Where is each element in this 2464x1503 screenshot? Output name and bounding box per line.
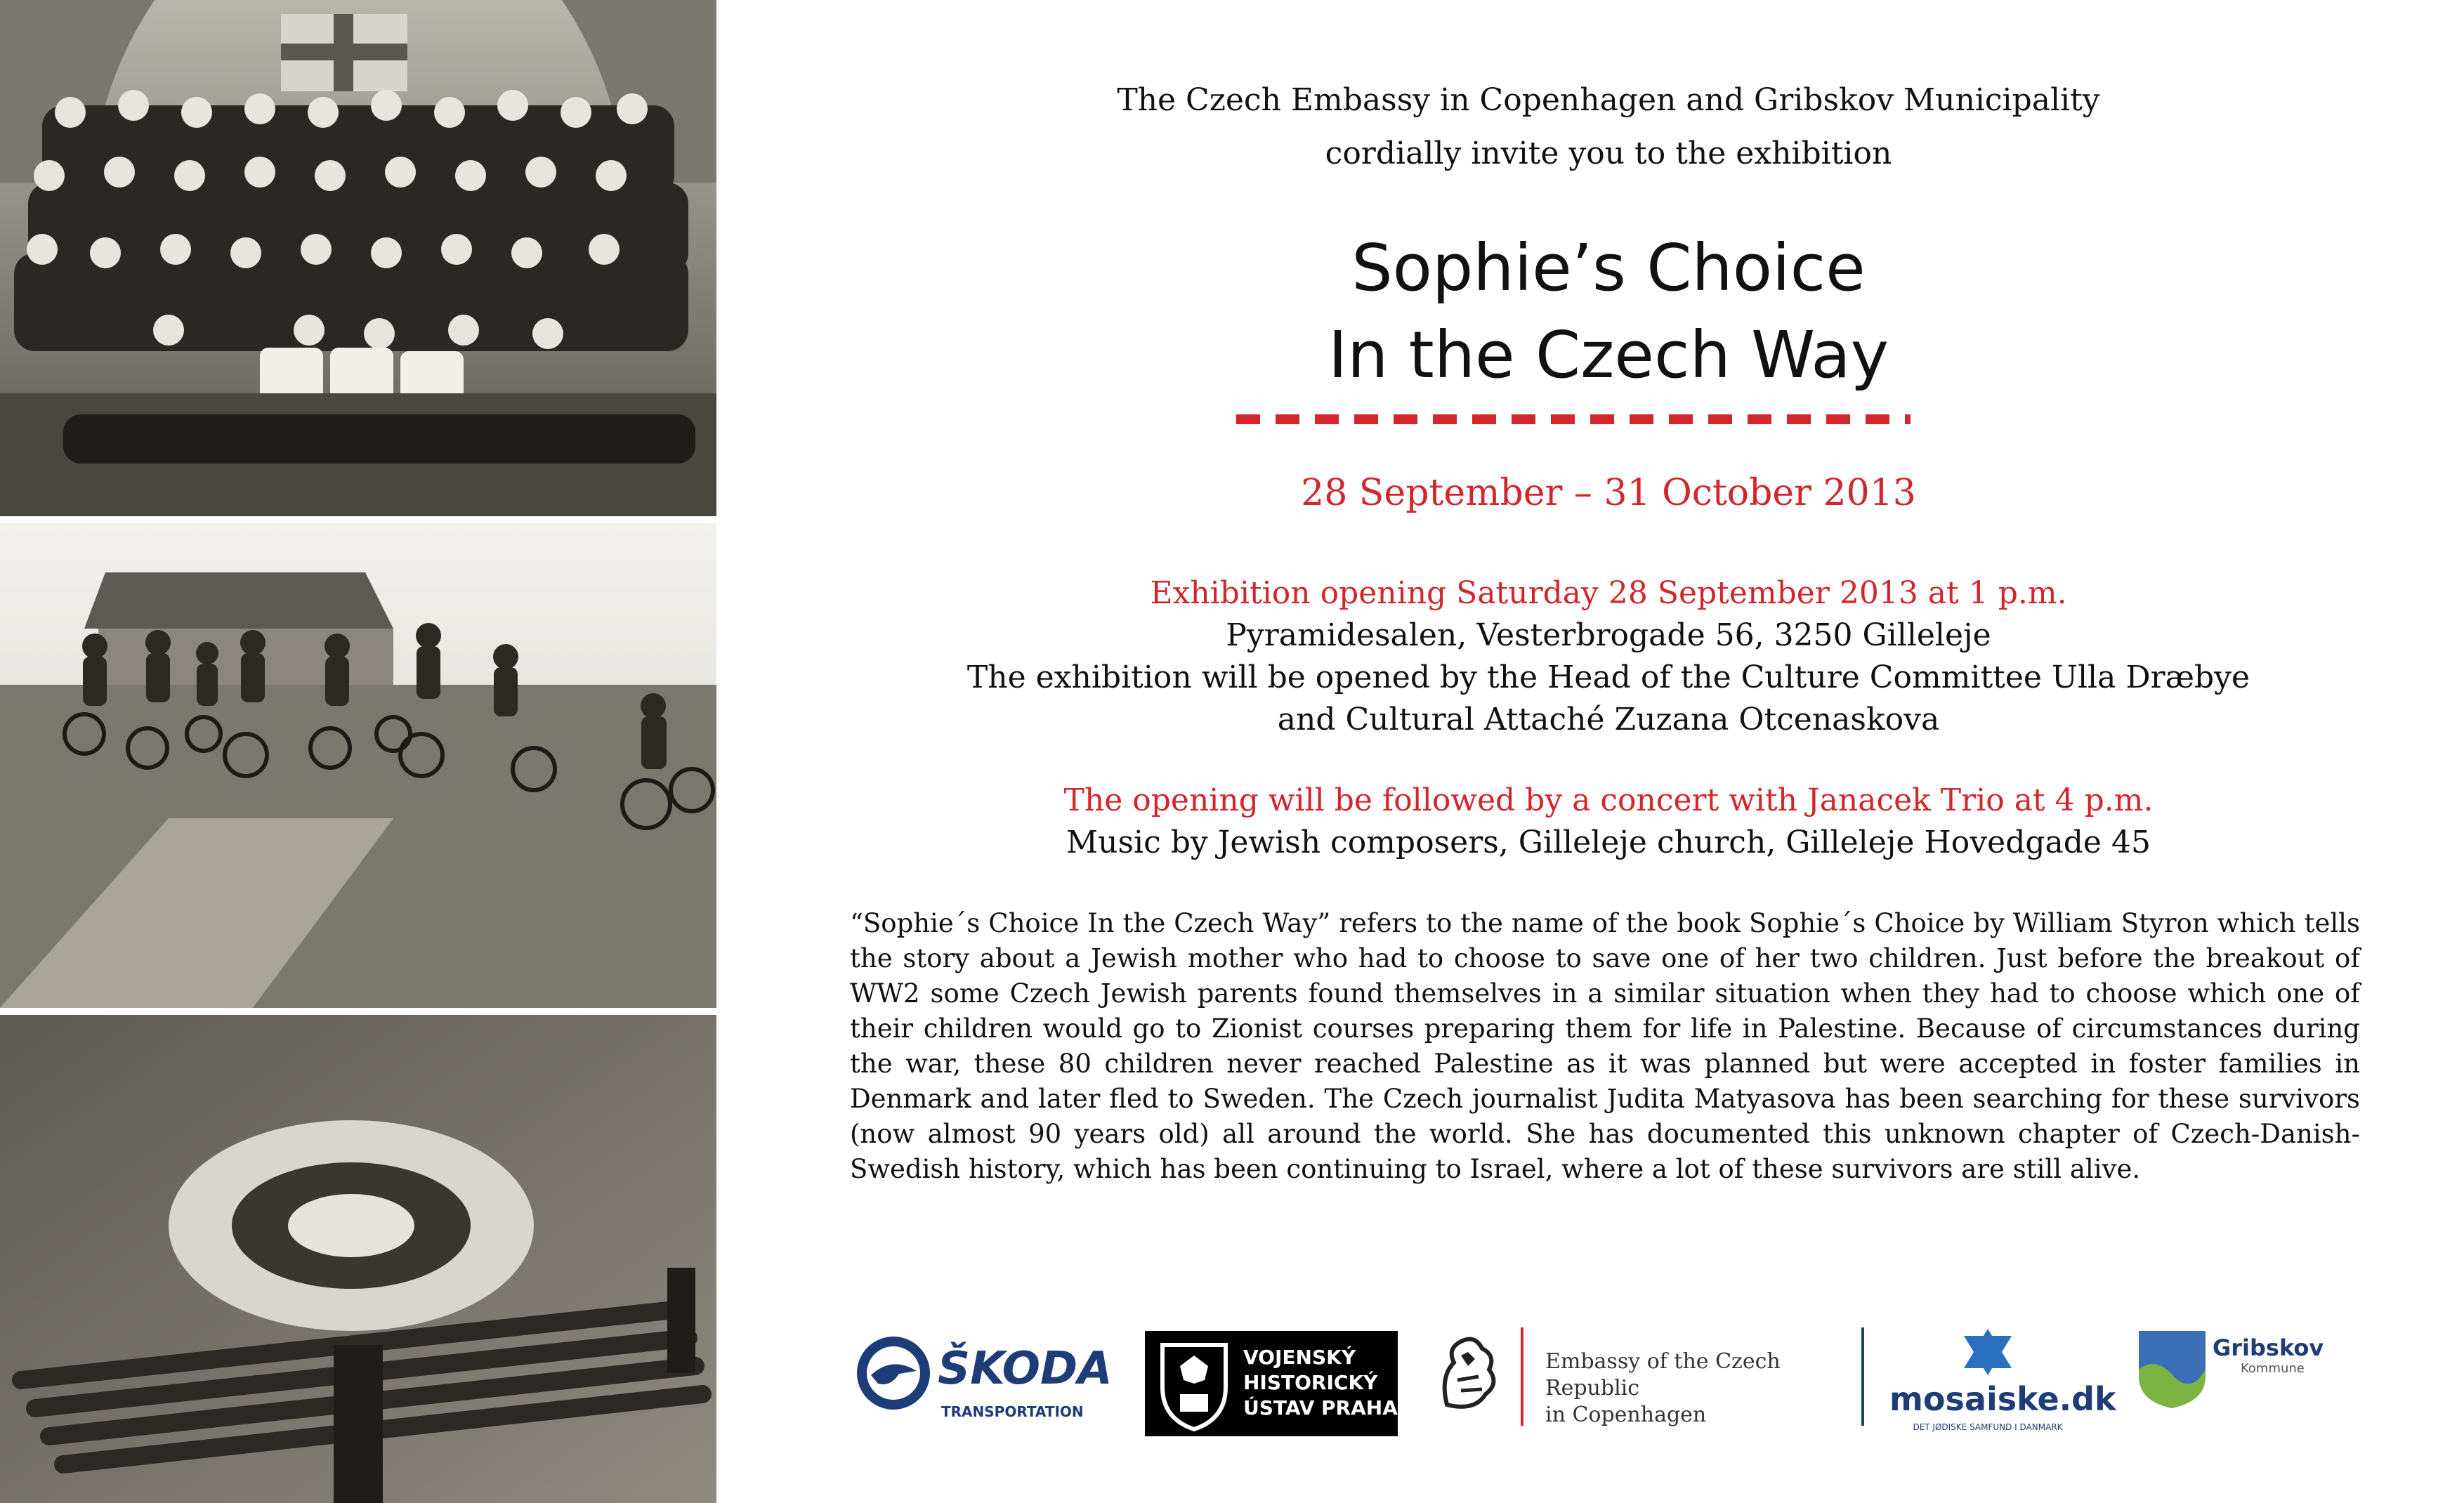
skoda-sub: TRANSPORTATION	[941, 1403, 1084, 1420]
vhu-logo	[1145, 1331, 1398, 1436]
photo-cyclists	[0, 523, 716, 1008]
mosaiske-name: mosaiske.dk	[1889, 1380, 2116, 1418]
czech-embassy-logo	[1426, 1320, 1847, 1440]
concert-info	[801, 780, 2416, 864]
opening-by-line-1: The exhibition will be opened by the Head of the Culture Committee Ulla Dræbye	[966, 659, 2250, 695]
embassy-divider	[1521, 1327, 1523, 1426]
opening-info	[801, 572, 2416, 741]
gribskov-logo	[2135, 1327, 2360, 1440]
czech-lion-icon	[1426, 1327, 1510, 1419]
exhibition-title	[801, 225, 2416, 399]
mosaiske-sub: DET JØDISKE SAMFUND I DANMARK	[1913, 1422, 2063, 1432]
photo-group-portrait	[0, 0, 716, 516]
invitation-line-1: The Czech Embassy in Copenhagen and Gribskov Municipality	[1117, 82, 2100, 118]
star-of-david-icon	[1960, 1327, 2016, 1377]
concert-headline: The opening will be followed by a concert with Janacek Trio at 4 p.m.	[1063, 782, 2154, 818]
exhibition-description: “Sophie´s Choice In the Czech Way” refers to the name of the book Sophie´s Choice by William Styron which tells the story about a Jewish mother who had to choose to save one of her two children. Just before the breakout of WW2 some Czech Jewish parents found themselves in a similar situation when they had to choose which one of their children would go to Zionist courses preparing them for life in Palestine. Because of circumstances during the war, these 80 children never reached Palestine as it was planned but were accepted in foster families in Denmark and later fled to Sweden. The Czech journalist Judita Matyasova has been searching for these survivors (now almost 90 years old) all around the world. She has documented this unknown chapter of Czech-Danish-Swedish history, which has been continuing to Israel, where a lot of these survivors are still alive.	[850, 908, 2360, 1184]
exhibition-dates: 28 September – 31 October 2013	[1301, 472, 1916, 514]
concert-details: Music by Jewish composers, Gilleleje church, Gilleleje Hovedgade 45	[1066, 825, 2151, 860]
embassy-line-1: Embassy of the Czech Republic	[1545, 1349, 1781, 1400]
invitation-line-2: cordially invite you to the exhibition	[1325, 136, 1892, 171]
title-line-2: In the Czech Way	[1328, 317, 1889, 393]
embassy-text	[1545, 1348, 1847, 1429]
opening-headline: Exhibition opening Saturday 28 September 2013 at 1 p.m.	[1150, 575, 2067, 611]
vhu-shield-icon	[1152, 1331, 1236, 1436]
photo-column	[0, 0, 716, 1503]
opening-venue: Pyramidesalen, Vesterbrogade 56, 3250 Gilleleje	[1226, 617, 1991, 653]
photo-circle-on-grass	[0, 1015, 716, 1503]
sponsor-logos	[850, 1320, 2395, 1447]
cyclists-image	[0, 523, 716, 1008]
opening-by-line-2: and Cultural Attaché Zuzana Otcenaskova	[1277, 702, 1940, 737]
title-line-1: Sophie’s Choice	[1351, 230, 1866, 306]
embassy-line-2: in Copenhagen	[1545, 1403, 1707, 1427]
red-dashed-divider	[1236, 414, 1911, 424]
skoda-name: ŠKODA	[938, 1343, 1113, 1395]
circle-on-grass-image	[0, 1015, 716, 1503]
gribskov-name: Gribskov	[2213, 1334, 2324, 1361]
mosaiske-logo	[1889, 1327, 2116, 1440]
invitation-intro	[801, 74, 2416, 181]
gribskov-sub: Kommune	[2241, 1361, 2305, 1376]
logos-divider	[1861, 1327, 1864, 1426]
vhu-text: VOJENSKÝ HISTORICKÝ ÚSTAV PRAHA	[1243, 1346, 1398, 1419]
invitation-content	[801, 0, 2416, 1503]
group-portrait-image	[0, 0, 716, 516]
gribskov-shield-icon	[2135, 1327, 2213, 1412]
skoda-logo	[850, 1327, 1113, 1433]
